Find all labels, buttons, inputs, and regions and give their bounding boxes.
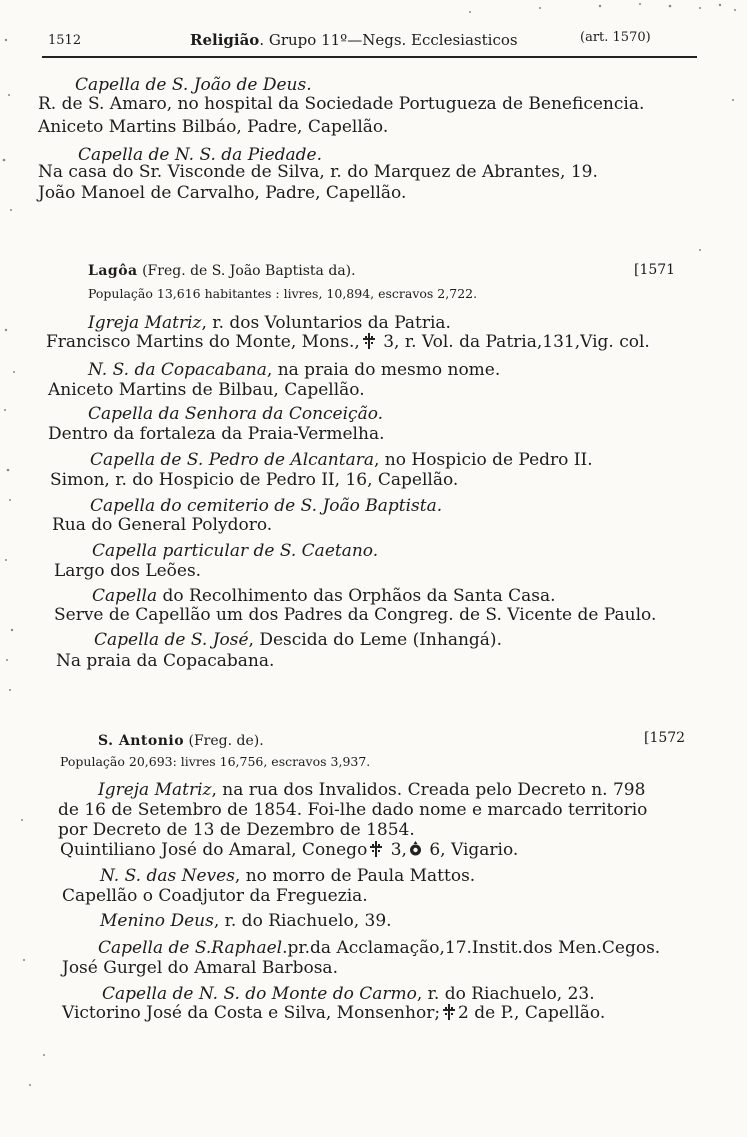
entry-text: , na rua dos Invalidos. Creada pelo Decreto n. 798 (211, 780, 646, 800)
entry-line: Dentro da fortaleza da Praia-Vermelha. (48, 424, 385, 444)
order-cross-icon (362, 333, 376, 349)
article-reference: (art. 1570) (580, 30, 651, 45)
entry-text: , no morro de Paula Mattos. (234, 866, 476, 886)
entry-line (98, 938, 660, 958)
entry-text: , Descida do Leme (Inhangá). (248, 630, 502, 650)
entry-line: Capella do cemiterio de S. João Baptista. (90, 496, 443, 516)
entry-line (88, 313, 451, 333)
entry-line (60, 840, 518, 860)
entry-text: , no Hospicio de Pedro II. (373, 450, 593, 470)
entry-line: Capella particular de S. Caetano. (92, 541, 379, 561)
entry-line (90, 450, 593, 470)
entry-text: do Recolhimento das Orphãos da Santa Casa. (157, 586, 556, 606)
intro-chapel-joao-de-deus: Capella de S. João de Deus. (75, 75, 312, 95)
entry-line: Na praia da Copacabana. (56, 651, 275, 671)
entry-line: José Gurgel do Amaral Barbosa. (62, 958, 338, 978)
entry-line (98, 780, 645, 800)
entry-text: , r. dos Voluntarios da Patria. (201, 313, 451, 333)
entry-text: , r. do Riachuelo, 23. (416, 984, 595, 1004)
entry-italic: N. S. das Neves (100, 866, 235, 886)
running-title (190, 31, 518, 49)
section-number: [1571 (634, 262, 676, 278)
entry-line (92, 586, 556, 606)
entry-italic: Capella de S.Raphael (98, 938, 283, 958)
entry-text: Francisco Martins do Monte, Mons., (46, 332, 360, 352)
entry-text: Quintiliano José do Amaral, Conego (60, 840, 368, 860)
section-freg: (Freg. de). (184, 733, 264, 749)
entry-text: 3, r. Vol. da Patria,131,Vig. col. (377, 332, 650, 352)
entry-text: , na praia do mesmo nome. (266, 360, 501, 380)
entry-line: Rua do General Polydoro. (52, 515, 273, 535)
entry-text: 2 de P., Capellão. (458, 1003, 606, 1023)
entry-line (100, 866, 475, 886)
section-title-antonio (98, 733, 264, 749)
entry-line (88, 360, 500, 380)
entry-italic: Capella de N. S. do Monte do Carmo (102, 984, 417, 1004)
entry-text: .pr.da Acclamação,17.Instit.dos Men.Cegos. (282, 938, 661, 958)
header-rule (42, 56, 697, 58)
entry-text: 3, (385, 840, 407, 860)
entry-line (46, 332, 650, 352)
page-number: 1512 (48, 33, 82, 48)
entry-line (62, 1003, 605, 1023)
population-line: População 20,693: livres 16,756, escravos 3,937. (60, 754, 371, 769)
intro-chapel-piedade: Capella de N. S. da Piedade. (78, 145, 323, 165)
entry-line: de 16 de Setembro de 1854. Foi-lhe dado nome e marcado territorio (58, 800, 648, 820)
entry-line: Capellão o Coadjutor da Freguezia. (62, 886, 368, 906)
order-cross-icon (442, 1004, 456, 1020)
entry-line: por Decreto de 13 de Dezembro de 1854. (58, 820, 415, 840)
intro-line: João Manoel de Carvalho, Padre, Capellão. (38, 183, 407, 203)
entry-italic: Menino Deus (100, 911, 214, 931)
population-line: População 13,616 habitantes : livres, 10,894, escravos 2,722. (88, 286, 478, 301)
running-title-bold: Religião (190, 31, 260, 49)
order-cross-icon (369, 841, 383, 857)
entry-text: Victorino José da Costa e Silva, Monsenhor; (62, 1003, 441, 1023)
entry-line: Largo dos Leões. (54, 561, 202, 581)
entry-line (102, 984, 595, 1004)
section-number: [1572 (644, 730, 686, 746)
entry-italic: Igreja Matriz (88, 313, 202, 333)
entry-line: Capella da Senhora da Conceição. (88, 404, 384, 424)
entry-line (100, 911, 392, 931)
section-freg: (Freg. de S. João Baptista da). (137, 263, 356, 279)
entry-italic: Capella de S. Pedro de Alcantara (90, 450, 374, 470)
section-title-lagoa (88, 263, 356, 279)
intro-line: Na casa do Sr. Visconde de Silva, r. do Marquez de Abrantes, 19. (38, 162, 598, 182)
running-title-rest: . Grupo 11º—Negs. Ecclesiasticos (259, 31, 518, 49)
intro-line: Aniceto Martins Bilbáo, Padre, Capellão. (38, 117, 389, 137)
entry-italic: N. S. da Copacabana (88, 360, 267, 380)
entry-line (94, 630, 502, 650)
entry-line: Aniceto Martins de Bilbau, Capellão. (48, 380, 365, 400)
entry-line: Serve de Capellão um dos Padres da Congreg. de S. Vicente de Paulo. (54, 605, 657, 625)
order-medal-icon (409, 841, 422, 857)
entry-text: 6, Vigario. (423, 840, 519, 860)
intro-line: R. de S. Amaro, no hospital da Sociedade Portugueza de Beneficencia. (38, 94, 645, 114)
entry-italic: Capella (92, 586, 158, 606)
entry-text: , r. do Riachuelo, 39. (213, 911, 392, 931)
entry-italic: Igreja Matriz (98, 780, 212, 800)
entry-italic: Capella de S. José (94, 630, 249, 650)
section-name: Lagôa (88, 263, 138, 279)
section-name: S. Antonio (98, 733, 185, 749)
entry-line: Simon, r. do Hospicio de Pedro II, 16, Capellão. (50, 470, 459, 490)
